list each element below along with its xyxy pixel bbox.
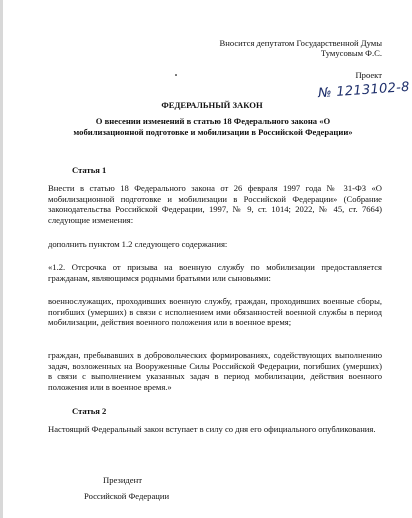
point-1-2-item-2: граждан, пребывавших в добровольческих формированиях, содействующих выполнению задач, возложенных на Вооруженные Силы Российской Федерации, погибших (умерших) в связи с выполнением указанных задач в период мобилизации, действия военного положения или в военное время.»	[48, 350, 382, 392]
registration-number: № 1213102-8	[317, 79, 411, 102]
point-1-2-item-1: военнослужащих, проходивших военную службу, граждан, проходивших военные сборы, погибших (умерших) в связи с исполнением ими обязанностей военной службы в период мобилизации, действия военного положения или в военное время;	[48, 296, 382, 328]
article-1-intro: Внести в статью 18 Федерального закона от 26 февраля 1997 года № 31-ФЗ «О мобилизационной подготовке и мобилизации в Российской Федерации» (Собрание законодательства Российской Федерации, 1997, № 9, ст. 1014; 2022, № 45, ст. 7664) следующие изменения:	[48, 183, 382, 225]
point-1-2: «1.2. Отсрочка от призыва на военную службу по мобилизации предоставляется гражданам, являющимся родными братьями или сыновьями:	[48, 262, 382, 283]
sponsor-line-2: Тумусовым Ф.С.	[320, 48, 382, 58]
sponsor-line-1: Вносится депутатом Государственной Думы	[219, 38, 382, 48]
law-type: ФЕДЕРАЛЬНЫЙ ЗАКОН	[161, 100, 263, 110]
article-2-text: Настоящий Федеральный закон вступает в силу со дня его официального опубликования.	[48, 424, 376, 434]
page-edge	[0, 0, 3, 518]
article-1-heading: Статья 1	[72, 165, 107, 175]
scan-dot	[175, 74, 177, 76]
draft-status: Проект	[355, 70, 382, 80]
law-title: О внесении изменений в статью 18 Федерального закона «О мобилизационной подготовке и мобилизации в Российской Федерации»	[73, 116, 353, 137]
article-2-heading: Статья 2	[72, 406, 107, 416]
signature-title: Президент	[103, 475, 142, 485]
article-1-instruction: дополнить пунктом 1.2 следующего содержания:	[48, 239, 228, 249]
signature-subtitle: Российской Федерации	[84, 491, 170, 501]
